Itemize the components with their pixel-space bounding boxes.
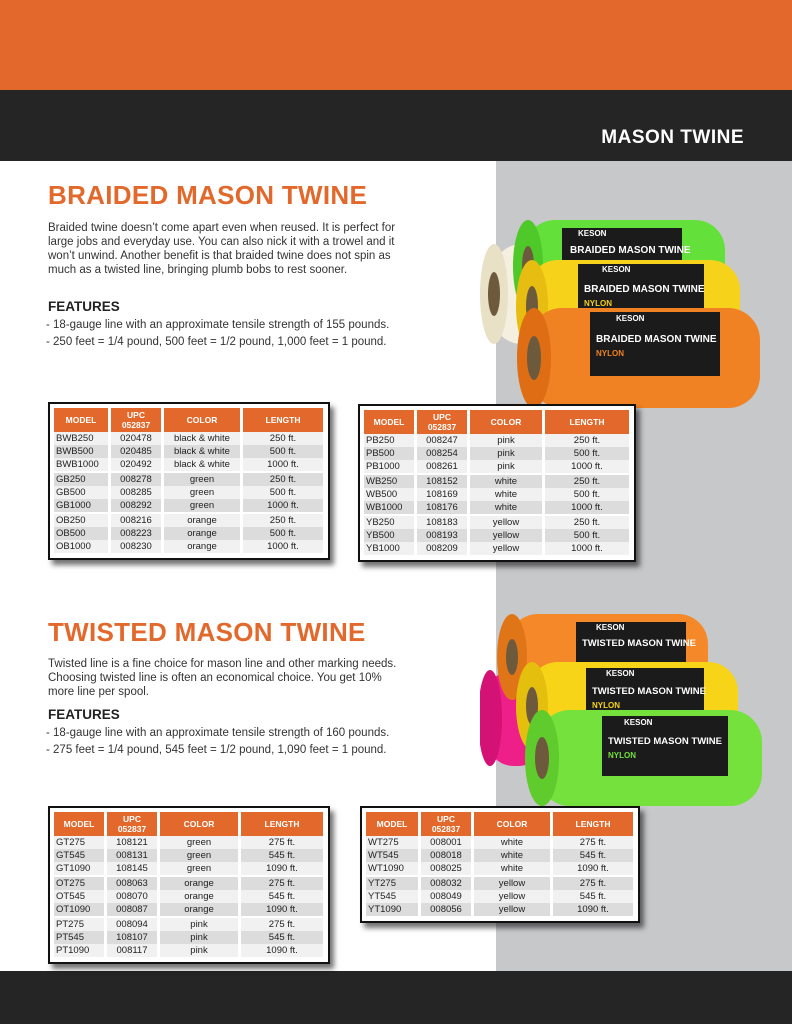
label-brand: KESON [616, 314, 645, 323]
cell-model: GB1000 [54, 499, 111, 512]
table-row [54, 445, 323, 458]
cell-color: yellow [470, 514, 545, 529]
cell-model: YT545 [366, 890, 421, 903]
table-row [54, 903, 323, 916]
cell-model: WB1000 [364, 501, 417, 514]
label-material: NYLON [596, 349, 624, 358]
cell-color: pink [160, 944, 241, 957]
cell-length: 1090 ft. [553, 862, 633, 875]
orange-spool [517, 308, 760, 408]
cell-color: orange [160, 890, 241, 903]
label-brand: KESON [606, 669, 635, 678]
cell-upc: 008254 [417, 447, 470, 460]
cell-upc: 008056 [421, 903, 474, 916]
table-row [54, 540, 323, 553]
braided-features-heading: FEATURES [48, 299, 120, 314]
cell-upc: 020478 [111, 432, 164, 445]
cell-color: pink [470, 447, 545, 460]
col-model: MODEL [366, 812, 421, 836]
cell-color: orange [164, 527, 243, 540]
cell-model: WT545 [366, 849, 421, 862]
cell-model: OT545 [54, 890, 107, 903]
cell-color: green [164, 471, 243, 486]
cell-length: 545 ft. [241, 931, 323, 944]
table-row [54, 499, 323, 512]
cell-upc: 008032 [421, 875, 474, 890]
cell-model: OT275 [54, 875, 107, 890]
cell-color: yellow [470, 542, 545, 555]
cell-length: 1000 ft. [243, 540, 323, 553]
twisted-features-heading: FEATURES [48, 707, 120, 722]
cell-length: 1000 ft. [545, 460, 629, 473]
cell-model: YB1000 [364, 542, 417, 555]
cell-upc: 008292 [111, 499, 164, 512]
cell-length: 500 ft. [545, 447, 629, 460]
cell-length: 275 ft. [241, 875, 323, 890]
braided-table-left [48, 402, 330, 560]
top-orange-band [0, 0, 792, 90]
cell-model: PT1090 [54, 944, 107, 957]
twisted-section-title: TWISTED MASON TWINE [48, 617, 366, 647]
cell-color: yellow [474, 903, 553, 916]
col-model: MODEL [54, 408, 111, 432]
cell-upc: 008001 [421, 836, 474, 849]
header-dark-band [0, 90, 792, 161]
label-brand: KESON [596, 623, 625, 632]
cell-model: PB500 [364, 447, 417, 460]
table-row [364, 460, 629, 473]
col-upc: UPC 052837 [111, 408, 164, 432]
cell-length: 275 ft. [241, 916, 323, 931]
label-brand: KESON [624, 718, 653, 727]
cell-length: 545 ft. [241, 849, 323, 862]
table-row [364, 529, 629, 542]
cell-upc: 020485 [111, 445, 164, 458]
cell-upc: 108121 [107, 836, 160, 849]
cell-color: yellow [474, 875, 553, 890]
table-row [54, 916, 323, 931]
cell-upc: 020492 [111, 458, 164, 471]
cell-upc: 008131 [107, 849, 160, 862]
cell-color: orange [160, 875, 241, 890]
table-row [364, 434, 629, 447]
twisted-features-list [46, 726, 406, 760]
cell-color: white [470, 473, 545, 488]
label-product: BRAIDED MASON TWINE [584, 284, 705, 295]
table-row [54, 875, 323, 890]
table-row [54, 944, 323, 957]
cell-upc: 008193 [417, 529, 470, 542]
twisted-feature-item: - 275 feet = 1/4 pound, 545 feet = 1/2 pound, 1,090 feet = 1 pound. [46, 743, 406, 757]
label-material: NYLON [608, 751, 636, 760]
cell-model: YB500 [364, 529, 417, 542]
col-length: LENGTH [243, 408, 323, 432]
cell-upc: 108183 [417, 514, 470, 529]
cell-upc: 008063 [107, 875, 160, 890]
braided-twine-spools-image [470, 208, 792, 420]
cell-color: white [470, 501, 545, 514]
cell-model: PT545 [54, 931, 107, 944]
table-row [54, 432, 323, 445]
table-row [54, 890, 323, 903]
cell-color: orange [164, 540, 243, 553]
label-material: NYLON [592, 701, 620, 710]
cell-length: 545 ft. [553, 849, 633, 862]
cell-color: yellow [474, 890, 553, 903]
cell-length: 275 ft. [553, 836, 633, 849]
col-color: COLOR [470, 410, 545, 434]
cell-upc: 008087 [107, 903, 160, 916]
cell-upc: 008049 [421, 890, 474, 903]
col-color: COLOR [474, 812, 553, 836]
table-row [54, 849, 323, 862]
cell-color: white [474, 862, 553, 875]
braided-section-title: BRAIDED MASON TWINE [48, 180, 368, 210]
col-length: LENGTH [553, 812, 633, 836]
table-row [54, 836, 323, 849]
cell-upc: 108152 [417, 473, 470, 488]
table-row [364, 447, 629, 460]
table-row [366, 836, 633, 849]
cell-color: orange [164, 512, 243, 527]
cell-color: white [474, 836, 553, 849]
cell-length: 250 ft. [545, 514, 629, 529]
cell-model: GT545 [54, 849, 107, 862]
cell-color: orange [160, 903, 241, 916]
cell-color: yellow [470, 529, 545, 542]
cell-upc: 008209 [417, 542, 470, 555]
cell-model: WB500 [364, 488, 417, 501]
cell-length: 275 ft. [553, 875, 633, 890]
twisted-table-right [360, 806, 640, 923]
cell-upc: 008216 [111, 512, 164, 527]
cell-color: green [160, 836, 241, 849]
cell-length: 250 ft. [545, 434, 629, 447]
table-row [54, 527, 323, 540]
cell-color: green [160, 862, 241, 875]
green-spool [525, 710, 762, 806]
cell-length: 250 ft. [243, 432, 323, 445]
cell-model: WT1090 [366, 862, 421, 875]
col-upc: UPC 052837 [417, 410, 470, 434]
cell-model: GT1090 [54, 862, 107, 875]
table-body [54, 836, 323, 957]
twisted-intro: Twisted line is a fine choice for mason line and other marking needs. Choosing twisted line is often an economical choice. You get 10% more line per spool. [48, 658, 397, 698]
col-length: LENGTH [545, 410, 629, 434]
cell-color: pink [470, 434, 545, 447]
col-model: MODEL [54, 812, 107, 836]
cell-length: 250 ft. [243, 512, 323, 527]
cell-model: WB250 [364, 473, 417, 488]
cell-upc: 008230 [111, 540, 164, 553]
cell-model: OB1000 [54, 540, 111, 553]
footer-band [0, 971, 792, 1024]
cell-upc: 108176 [417, 501, 470, 514]
cell-model: BWB1000 [54, 458, 111, 471]
table-body [366, 836, 633, 916]
col-length: LENGTH [241, 812, 323, 836]
table-body [364, 434, 629, 555]
cell-upc: 008018 [421, 849, 474, 862]
label-product: BRAIDED MASON TWINE [570, 245, 691, 256]
cell-length: 1090 ft. [241, 944, 323, 957]
col-model: MODEL [364, 410, 417, 434]
braided-feature-item: - 250 feet = 1/4 pound, 500 feet = 1/2 pound, 1,000 feet = 1 pound. [46, 335, 406, 349]
table-row [54, 471, 323, 486]
table-row [364, 501, 629, 514]
cell-color: black & white [164, 458, 243, 471]
col-color: COLOR [164, 408, 243, 432]
cell-length: 250 ft. [243, 471, 323, 486]
cell-length: 1000 ft. [545, 542, 629, 555]
label-product: TWISTED MASON TWINE [592, 686, 706, 697]
cell-color: green [164, 486, 243, 499]
page-header-title: MASON TWINE [601, 127, 744, 148]
cell-upc: 008070 [107, 890, 160, 903]
cell-length: 1090 ft. [241, 862, 323, 875]
cell-upc: 008261 [417, 460, 470, 473]
table-row [366, 903, 633, 916]
cell-color: pink [160, 931, 241, 944]
cell-length: 500 ft. [545, 529, 629, 542]
cell-upc: 108169 [417, 488, 470, 501]
cell-color: pink [470, 460, 545, 473]
table-row [366, 849, 633, 862]
cell-length: 250 ft. [545, 473, 629, 488]
cell-length: 1090 ft. [553, 903, 633, 916]
cell-length: 500 ft. [243, 527, 323, 540]
cell-length: 1000 ft. [243, 458, 323, 471]
cell-upc: 108107 [107, 931, 160, 944]
cell-model: GB500 [54, 486, 111, 499]
cell-color: green [160, 849, 241, 862]
label-product: BRAIDED MASON TWINE [596, 334, 717, 345]
table-row [54, 862, 323, 875]
label-product: TWISTED MASON TWINE [608, 736, 722, 747]
cell-length: 275 ft. [241, 836, 323, 849]
table-row [54, 486, 323, 499]
cell-model: OB250 [54, 512, 111, 527]
table-row [364, 514, 629, 529]
cell-length: 500 ft. [545, 488, 629, 501]
braided-intro: Braided twine doesn’t come apart even when reused. It is perfect for large jobs and everyday use. You can also nick it with a trowel and it won’t unwind. Another benefit is that braided twine does not spin as much as a twisted line, bringing plumb bobs to rest sooner. [48, 222, 396, 276]
table-row [366, 875, 633, 890]
cell-length: 1090 ft. [241, 903, 323, 916]
cell-color: black & white [164, 445, 243, 458]
cell-length: 500 ft. [243, 445, 323, 458]
cell-model: GT275 [54, 836, 107, 849]
cell-length: 1000 ft. [545, 501, 629, 514]
table-row [54, 512, 323, 527]
table-row [364, 473, 629, 488]
col-upc: UPC 052837 [421, 812, 474, 836]
cell-model: GB250 [54, 471, 111, 486]
label-material: NYLON [584, 299, 612, 308]
cell-upc: 108145 [107, 862, 160, 875]
cell-color: green [164, 499, 243, 512]
cell-length: 545 ft. [241, 890, 323, 903]
twisted-feature-item: - 18-gauge line with an approximate tensile strength of 160 pounds. [46, 726, 406, 740]
label-brand: KESON [578, 229, 607, 238]
table-row [364, 488, 629, 501]
cell-model: BWB500 [54, 445, 111, 458]
table-row [364, 542, 629, 555]
braided-features-list [46, 318, 406, 352]
twisted-twine-spools-image [480, 604, 792, 810]
table-body [54, 432, 323, 553]
col-upc: UPC 052837 [107, 812, 160, 836]
label-product: TWISTED MASON TWINE [582, 638, 696, 649]
cell-model: BWB250 [54, 432, 111, 445]
braided-table-right [358, 404, 636, 562]
label-brand: KESON [602, 265, 631, 274]
cell-model: YT1090 [366, 903, 421, 916]
cell-model: OB500 [54, 527, 111, 540]
cell-model: PT275 [54, 916, 107, 931]
table-row [366, 890, 633, 903]
table-row [54, 931, 323, 944]
cell-model: YT275 [366, 875, 421, 890]
cell-upc: 008247 [417, 434, 470, 447]
cell-model: PB1000 [364, 460, 417, 473]
twisted-table-left [48, 806, 330, 964]
cell-color: pink [160, 916, 241, 931]
cell-color: white [470, 488, 545, 501]
cell-upc: 008223 [111, 527, 164, 540]
cell-length: 1000 ft. [243, 499, 323, 512]
cell-model: YB250 [364, 514, 417, 529]
cell-upc: 008278 [111, 471, 164, 486]
cell-length: 545 ft. [553, 890, 633, 903]
cell-model: OT1090 [54, 903, 107, 916]
cell-upc: 008025 [421, 862, 474, 875]
cell-model: WT275 [366, 836, 421, 849]
braided-feature-item: - 18-gauge line with an approximate tensile strength of 155 pounds. [46, 318, 406, 332]
cell-upc: 008094 [107, 916, 160, 931]
table-row [54, 458, 323, 471]
cell-color: black & white [164, 432, 243, 445]
cell-color: white [474, 849, 553, 862]
cell-upc: 008285 [111, 486, 164, 499]
table-row [366, 862, 633, 875]
cell-model: PB250 [364, 434, 417, 447]
col-color: COLOR [160, 812, 241, 836]
cell-upc: 008117 [107, 944, 160, 957]
cell-length: 500 ft. [243, 486, 323, 499]
